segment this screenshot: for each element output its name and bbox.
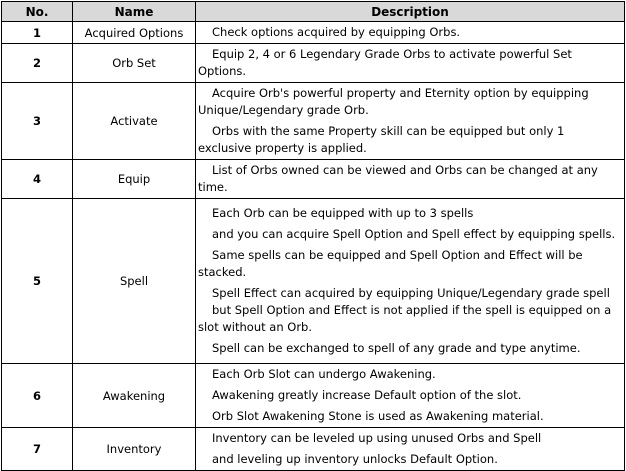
- row-description: [196, 199, 625, 364]
- row-description: [196, 22, 625, 44]
- row-description: [196, 44, 625, 83]
- description-line: Spell can be exchanged to spell of any grade and type anytime.: [212, 341, 581, 355]
- description-line: Awakening greatly increase Default option of the slot.: [212, 388, 522, 402]
- description-line: Acquire Orb's powerful property and Eternity option by equipping Unique/Legendary grade Orb.: [198, 86, 589, 117]
- row-number: 4: [2, 160, 73, 199]
- row-description: [196, 83, 625, 160]
- table-row: [2, 199, 625, 364]
- row-name: Activate: [73, 83, 196, 160]
- table-row: [2, 160, 625, 199]
- table-header-row: [2, 2, 625, 22]
- header-name: Name: [73, 2, 196, 22]
- row-name: Awakening: [73, 364, 196, 428]
- description-line: Check options acquired by equipping Orbs.: [212, 25, 461, 39]
- description-line: and you can acquire Spell Option and Spell effect by equipping spells.: [212, 227, 616, 241]
- table-row: [2, 428, 625, 471]
- row-name: Orb Set: [73, 44, 196, 83]
- description-line: Each Orb Slot can undergo Awakening.: [212, 367, 436, 381]
- row-number: 3: [2, 83, 73, 160]
- row-number: 6: [2, 364, 73, 428]
- description-line: List of Orbs owned can be viewed and Orbs can be changed at any time.: [198, 163, 598, 194]
- row-name: Inventory: [73, 428, 196, 471]
- table-row: [2, 22, 625, 44]
- row-description: [196, 428, 625, 471]
- table-row: [2, 83, 625, 160]
- description-line: Inventory can be leveled up using unused Orbs and Spell: [212, 431, 542, 445]
- header-description: Description: [196, 2, 625, 22]
- table-row: [2, 364, 625, 428]
- row-name: Acquired Options: [73, 22, 196, 44]
- row-number: 5: [2, 199, 73, 364]
- description-line: Same spells can be equipped and Spell Option and Effect will be stacked.: [198, 248, 583, 279]
- description-line: Orb Slot Awakening Stone is used as Awakening material.: [212, 409, 544, 423]
- row-name: Spell: [73, 199, 196, 364]
- description-line: Each Orb can be equipped with up to 3 spells: [212, 206, 474, 220]
- row-number: 7: [2, 428, 73, 471]
- description-line: and leveling up inventory unlocks Default Option.: [212, 452, 498, 466]
- row-number: 1: [2, 22, 73, 44]
- row-description: [196, 160, 625, 199]
- header-no: No.: [2, 2, 73, 22]
- description-line: but Spell Option and Effect is not applied if the spell is equipped on a slot without an Orb.: [198, 303, 612, 334]
- table-row: [2, 44, 625, 83]
- orb-features-table: [1, 1, 625, 471]
- description-line: Equip 2, 4 or 6 Legendary Grade Orbs to activate powerful Set Options.: [198, 47, 572, 78]
- description-line: Spell Effect can acquired by equipping Unique/Legendary grade spell: [212, 286, 610, 300]
- row-name: Equip: [73, 160, 196, 199]
- description-line: Orbs with the same Property skill can be equipped but only 1 exclusive property is applied.: [198, 124, 565, 155]
- row-number: 2: [2, 44, 73, 83]
- row-description: [196, 364, 625, 428]
